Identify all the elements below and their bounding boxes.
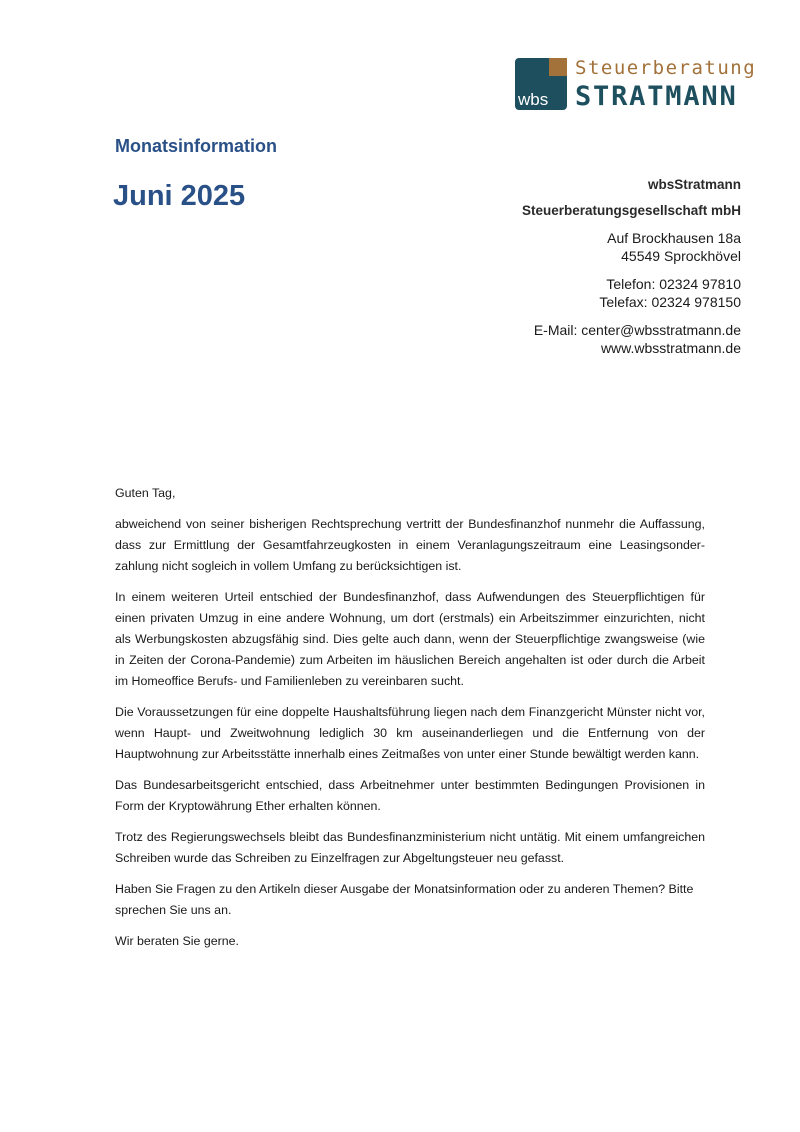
firm-legal-name: Steuerberatungsgesellschaft mbH	[521, 203, 741, 218]
issue-date-heading: Juni 2025	[113, 180, 246, 212]
sender-address-block	[411, 176, 741, 357]
newsletter-kicker: Monatsinformation	[115, 136, 277, 156]
letter-body	[115, 483, 705, 962]
city-address: 45549 Sprockhövel	[621, 248, 741, 264]
letter-paragraph: Trotz des Regierungswechsels bleibt das Bundesfinanzministerium nicht untätig. Mit einem umfangreichen Schreiben wurde das Schreiben zu Einzelfragen zur Abgeltungsteuer neu gefasst.	[115, 830, 705, 865]
logo-line-steuerberatung: Steuerberatung	[575, 57, 757, 79]
letter-closing: Wir beraten Sie gerne.	[115, 934, 239, 948]
letter-paragraph: Das Bundesarbeitsgericht entschied, dass Arbeitnehmer unter bestimmten Bedingungen Provisionen in Form der Kryptowährung Ether erhalten können.	[115, 778, 705, 813]
logo-line-stratmann: STRATMANN	[575, 81, 738, 112]
fax-number: Telefax: 02324 978150	[599, 294, 741, 310]
email-address: E-Mail: center@wbsstratmann.de	[533, 322, 741, 338]
company-logo	[515, 57, 757, 114]
letter-paragraph: Die Voraussetzungen für eine doppelte Haushaltsführung liegen nach dem Finanzgericht Münster nicht vor, wenn Haupt- und Zweitwohnung lediglich 30 km auseinanderliegen und die Entfernung von der Hauptwohnung zur Arbeitsstätte innerhalb eines Zeitmaßes von unter einer Stunde bewältigt werden kann.	[115, 705, 705, 761]
logo-mark-text: wbs	[518, 90, 549, 109]
firm-name: wbsStratmann	[647, 177, 741, 192]
letter-paragraph: Haben Sie Fragen zu den Artikeln dieser Ausgabe der Monatsinformation oder zu anderen Themen? Bitte sprechen Sie uns an.	[115, 882, 694, 917]
street-address: Auf Brockhausen 18a	[607, 230, 741, 246]
website-address: www.wbsstratmann.de	[600, 340, 741, 356]
letter-paragraph: In einem weiteren Urteil entschied der Bundesfinanzhof, dass Aufwendungen des Steuerpflichtigen für einen privaten Umzug in eine andere Wohnung, um dort (erstmals) ein Arbeitszimmer einzurichten, nicht als Werbungskosten abzugsfähig sind. Dies gelte auch dann, wenn der Steuerpflichtige zwangsweise (wie in Zeiten der Corona-Pandemie) zum Arbeiten im häuslichen Bereich angehalten ist oder durch die Arbeit im Homeoffice Berufs- und Familienleben zu vereinbaren sucht.	[115, 590, 705, 688]
letter-greeting: Guten Tag,	[115, 486, 176, 500]
phone-number: Telefon: 02324 97810	[606, 276, 741, 292]
wbs-logo-mark	[515, 58, 567, 110]
letter-paragraph: abweichend von seiner bisherigen Rechtsprechung vertritt der Bundesfinanzhof nunmehr die Auffassung, dass zur Ermittlung der Gesamtfahrzeugkosten in einem Veranlagungszeitraum eine Leasingsonder-zahlung nicht sogleich in vollem Umfang zu berücksichtigen ist.	[115, 517, 705, 573]
